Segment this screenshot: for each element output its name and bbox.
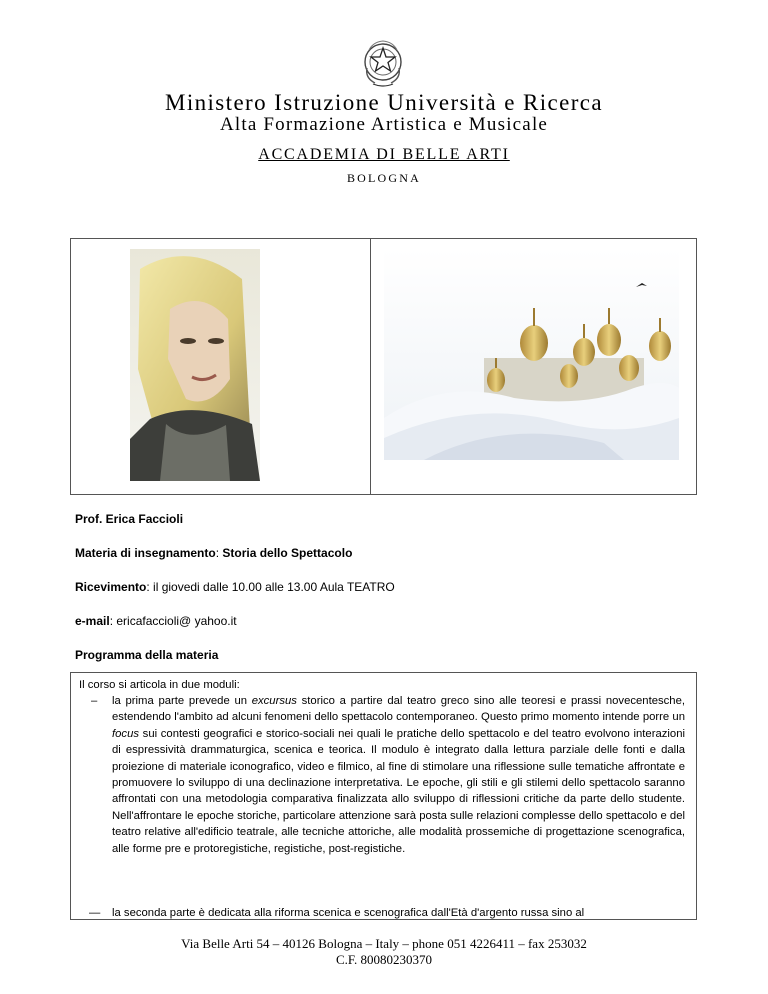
portrait-photo — [130, 249, 260, 481]
office-hours-line: Ricevimento: il giovedi dalle 10.00 alle 13.00 Aula TEATRO — [75, 580, 395, 594]
program-item-first-module: la prima parte prevede un excursus storico a partire dal teatro greco sino alle teoresi e prassi novecentesche, estendendo l'ambito ad alcuni fenomeni dello spettacolo contemporaneo. Questo primo momento intende porre un focus sui contesti geografici e storico-sociali nei quali le pratiche dello spettacolo e del teatro evolvono interazioni di espressività drammaturgica, scenica e teorica. Il modulo è integrato dalla lettura parziale delle fonti e dalla proiezione di materiale iconografico, video e filmico, al fine di stimolare una riflessione sulle tematiche affrontate e promuovere lo sviluppo di una declinazione interpretativa. Le epoche, gli stili e gli stilemi dello spettacolo saranno affrontati con una metodologia comparativa finalizzata allo sviluppo di riflessioni critiche da parte dello studente. Nell'affrontare le epoche storiche, particolare attenzione sarà posta sulle relazioni complesse dello spettacolo e del teatro relative all'edificio teatrale, alle tecniche attoriche, alle modalità prossemiche di progettazione scenografica, alle forme pre e protoregistiche, registiche, post-registiche. — [112, 695, 685, 855]
academy-title: ACCADEMIA DI BELLE ARTI — [258, 146, 510, 163]
list-bullet: — — [89, 907, 101, 919]
ministry-title: Ministero Istruzione Università e Ricerca — [164, 90, 604, 115]
subject-line: Materia di insegnamento: Storia dello Spettacolo — [75, 546, 353, 560]
photo-table — [70, 238, 697, 495]
professor-name: Prof. Erica Faccioli — [75, 512, 184, 526]
photo-divider — [370, 239, 371, 494]
footer-tax-code: C.F. 80080230370 — [335, 952, 433, 967]
program-item-second-module: la seconda parte è dedicata alla riforma scenica e scenografica dall'Età d'argento russa sino al — [112, 907, 585, 919]
city-title: BOLOGNA — [346, 171, 422, 185]
email-line: e-mail: ericafaccioli@ yahoo.it — [75, 614, 237, 628]
program-heading: Programma della materia — [75, 648, 219, 662]
footer-address: Via Belle Arti 54 – 40126 Bologna – Italy – phone 051 4226411 – fax 253032 — [181, 936, 587, 951]
email-link[interactable]: ericafaccioli@ yahoo.it — [116, 614, 237, 628]
division-title: Alta Formazione Artistica e Musicale — [219, 114, 549, 135]
italian-republic-emblem — [359, 38, 407, 88]
snowy-church-photo — [384, 248, 679, 460]
list-bullet: – — [91, 695, 98, 707]
program-intro: Il corso si articola in due moduli: — [79, 679, 240, 691]
program-box — [70, 672, 697, 920]
